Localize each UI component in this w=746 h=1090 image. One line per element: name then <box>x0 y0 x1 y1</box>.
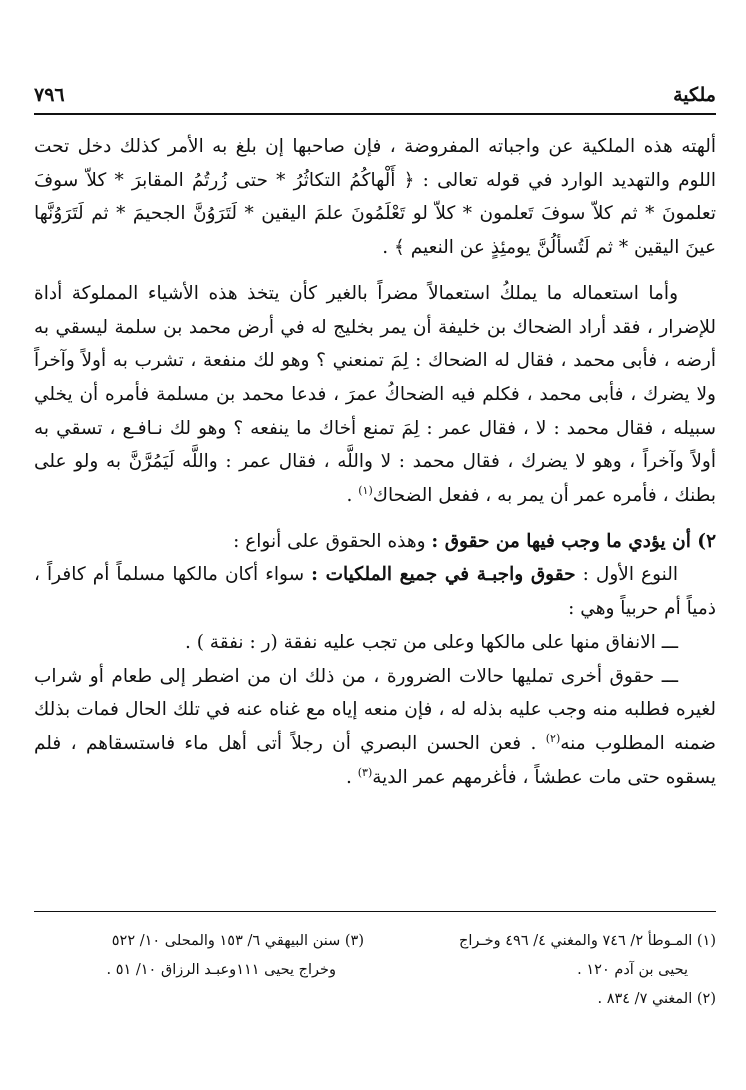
section-2-heading: ٢) أن يؤدي ما وجب فيها من حقوق : وهذه الحقوق على أنواع : <box>233 530 716 552</box>
footnote-2: (٢) المغني ٧/ ٨٣٤ . <box>597 991 716 1007</box>
footnote-1: (١) المـوطأ ٢/ ٧٤٦ والمغني ٤/ ٤٩٦ وخـراج <box>459 933 716 949</box>
footnote-1-continued: يحيى بن آدم ١٢٠ . <box>577 962 688 978</box>
main-text <box>34 130 716 806</box>
list-item-spending: ـــ الانفاق منها على مالكها وعلى من تجب عليه نفقة (ر : نفقة ) . <box>184 631 678 653</box>
footnote-3: (٣) سنن البيهقي ٦/ ١٥٣ والمحلى ١٠/ ٥٢٢ <box>111 933 364 949</box>
paragraph-quran-verse: ألهته هذه الملكية عن واجباته المفروضة ، فإن صاحبها إن بلغ به الأمر كذلك دخل تحت اللوم والتهديد الوارد في قوله تعالى : ﴿ أَلْهاكُمُ التكاثُرُ * حتى زُرتُمُ المقابرَ * كلاّ سوفَ تعلمونَ * ثم كلاّ سوفَ تَعلمون * كلاّ لو تَعْلَمُونَ علمَ اليقين * لَتَرَوُنَّ الجحيمَ * ثم لَتَرَوُنَّها عينَ اليقين * ثم لَتُسألُنَّ يومئِذٍ عن النعيم ﴾ . <box>34 136 716 259</box>
footnote-ref-2: (٢) <box>545 731 561 745</box>
paragraph-type-1: النوع الأول : حقوق واجبـة في جميع الملكيات : سواء أكان مالكها مسلماً أم كافراً ، ذمياً أم حربياً وهي : <box>34 564 716 620</box>
footnote-ref-3: (٣) <box>357 765 373 779</box>
page-number: ٧٩٦ <box>34 84 65 106</box>
footnote-rule <box>34 911 716 912</box>
header-rule <box>34 113 716 115</box>
footnote-ref-1: (١) <box>358 483 373 497</box>
footnotes-left-column <box>34 927 364 985</box>
running-head: ملكية <box>673 84 716 106</box>
footnotes-right-column <box>386 927 716 1014</box>
page-header <box>34 84 716 110</box>
paragraph-harmful-use: وأما استعماله ما يملكُ استعمالاً مضراً بالغير كأن يتخذ هذه الأشياء المملوكة أداة للإضرار ، فقد أراد الضحاك بن خليفة أن يمر بخليج له في أرض محمد بن سلمة ليسقي به أرضه ، فأبى محمد ، فقال له الضحاك : لِمَ تمنعني ؟ وهو لك منفعة ، تشرب به أولاً وآخراً ولا يضرك ، فأبى محمد ، فكلم فيه الضحاكُ عمرَ ، فدعا محمد بن مسلمة فأمره أن يخلي سبيله ، فقال محمد : لا ، فقال عمر : لِمَ تمنع أخاك ما ينفعه ؟ وهو لك نـافـع ، تسقي به أولاً وآخراً ، وهو لا يضرك ، فقال محمد : لا واللَّه ، فقال عمر : واللَّه لَيَمُرَّنَّ به ولو على بطنك ، فأمره عمر أن يمر به ، ففعل الضحاك$^{(١)}$ . <box>34 282 716 507</box>
list-item-necessity: ـــ حقوق أخرى تمليها حالات الضرورة ، من ذلك ان من اضطر إلى طعام أو شراب لغيره فطلبه منه وجب عليه بذله له ، فإن منعه إياه مع غناه عنه في تلك الحال فمات بذلك ضمنه المطلوب منه$^{(٢)}$ . فعن الحسن البصري أن رجلاً أتى أهل ماء فاستسقاهم ، فلم يسقوه حتى مات عطشاً ، فأغرمهم عمر الدية$^{(٣)}$ . <box>34 665 716 788</box>
footnote-3-continued: وخراج يحيى ١١١وعبـد الرزاق ١٠/ ٥١ . <box>106 962 336 978</box>
